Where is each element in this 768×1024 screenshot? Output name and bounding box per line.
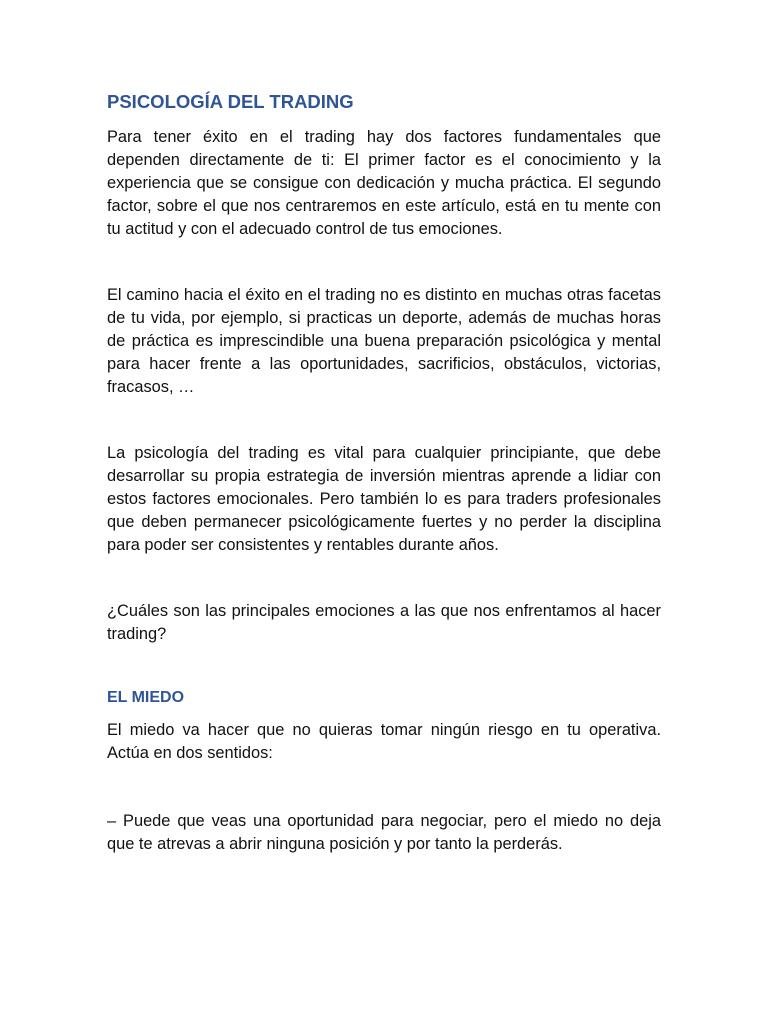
paragraph-fear-point-1: – Puede que veas una oportunidad para negociar, pero el miedo no deja que te atrevas a abrir ninguna posición y por tanto la perderás.: [107, 812, 661, 853]
paragraph-intro: Para tener éxito en el trading hay dos factores fundamentales que dependen directamente de ti: El primer factor es el conocimiento y la experiencia que se consigue con dedicación y mucha práctica. El segundo factor, sobre el que nos centraremos en este artículo, está en tu mente con tu actitud y con el adecuado control de tus emociones.: [107, 128, 661, 238]
document-title: PSICOLOGÍA DEL TRADING: [107, 91, 354, 112]
paragraph-question: ¿Cuáles son las principales emociones a las que nos enfrentamos al hacer trading?: [107, 602, 661, 643]
section-heading-fear: EL MIEDO: [107, 689, 185, 706]
paragraph-trading-psychology: La psicología del trading es vital para cualquier principiante, que debe desarrollar su propia estrategia de inversión mientras aprende a lidiar con estos factores emocionales. Pero también lo es para traders profesionales que deben permanecer psicológicamente fuertes y no perder la disciplina para poder ser consistentes y rentables durante años.: [107, 444, 661, 554]
document-body: [107, 90, 661, 856]
paragraph-fear-intro: El miedo va hacer que no quieras tomar ningún riesgo en tu operativa. Actúa en dos sentidos:: [107, 721, 661, 762]
paragraph-path-to-success: El camino hacia el éxito en el trading no es distinto en muchas otras facetas de tu vida, por ejemplo, si practicas un deporte, además de muchas horas de práctica es imprescindible una buena preparación psicológica y mental para hacer frente a las oportunidades, sacrificios, obstáculos, victorias, fracasos, …: [107, 286, 661, 396]
